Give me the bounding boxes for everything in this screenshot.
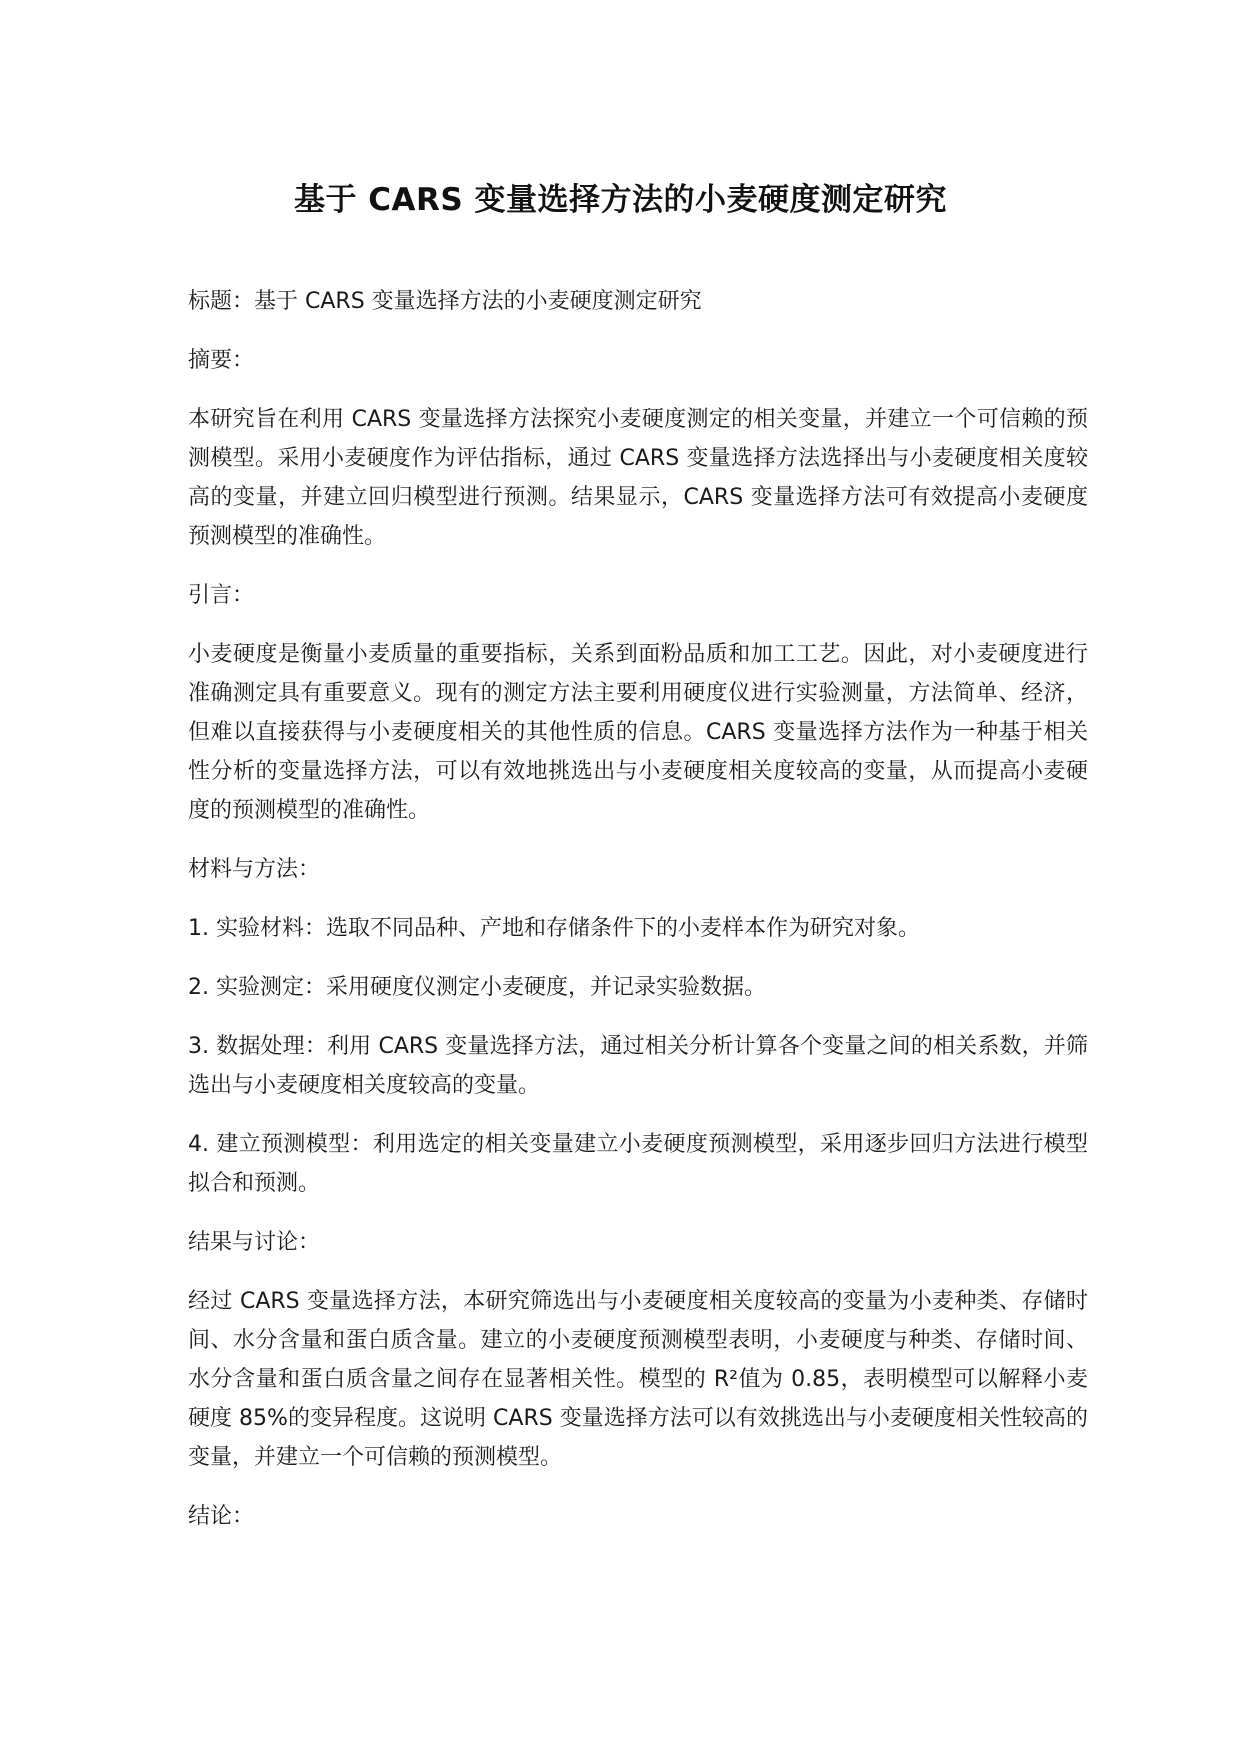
methods-item: 3. 数据处理：利用 CARS 变量选择方法，通过相关分析计算各个变量之间的相关系数，并筛选出与小麦硬度相关度较高的变量。	[188, 1034, 1088, 1098]
methods-item: 2. 实验测定：采用硬度仪测定小麦硬度，并记录实验数据。	[188, 975, 766, 1000]
results-heading: 结果与讨论：	[188, 1230, 321, 1255]
conclusion-heading: 结论：	[188, 1504, 255, 1529]
abstract-paragraph: 本研究旨在利用 CARS 变量选择方法探究小麦硬度测定的相关变量，并建立一个可信赖的预测模型。采用小麦硬度作为评估指标，通过 CARS 变量选择方法选择出与小麦硬度相关度较高的变量，并建立回归模型进行预测。结果显示，CARS 变量选择方法可有效提高小麦硬度预测模型的准确性。	[188, 407, 1088, 549]
methods-heading: 材料与方法：	[188, 857, 321, 882]
document-body	[188, 282, 1088, 1556]
document-title: 基于 CARS 变量选择方法的小麦硬度测定研究	[293, 182, 948, 218]
title-line: 标题：基于 CARS 变量选择方法的小麦硬度测定研究	[188, 289, 702, 314]
methods-item: 4. 建立预测模型：利用选定的相关变量建立小麦硬度预测模型，采用逐步回归方法进行模型拟合和预测。	[188, 1132, 1088, 1196]
results-paragraph: 经过 CARS 变量选择方法，本研究筛选出与小麦硬度相关度较高的变量为小麦种类、存储时间、水分含量和蛋白质含量。建立的小麦硬度预测模型表明，小麦硬度与种类、存储时间、水分含量和蛋白质含量之间存在显著相关性。模型的 R²值为 0.85，表明模型可以解释小麦硬度 85%的变异程度。这说明 CARS 变量选择方法可以有效挑选出与小麦硬度相关性较高的变量，并建立一个可信赖的预测模型。	[188, 1289, 1088, 1470]
introduction-heading: 引言：	[188, 583, 255, 608]
introduction-paragraph: 小麦硬度是衡量小麦质量的重要指标，关系到面粉品质和加工工艺。因此，对小麦硬度进行准确测定具有重要意义。现有的测定方法主要利用硬度仪进行实验测量，方法简单、经济，但难以直接获得与小麦硬度相关的其他性质的信息。CARS 变量选择方法作为一种基于相关性分析的变量选择方法，可以有效地挑选出与小麦硬度相关度较高的变量，从而提高小麦硬度的预测模型的准确性。	[188, 642, 1088, 823]
methods-item: 1. 实验材料：选取不同品种、产地和存储条件下的小麦样本作为研究对象。	[188, 916, 920, 941]
abstract-heading: 摘要：	[188, 348, 255, 373]
